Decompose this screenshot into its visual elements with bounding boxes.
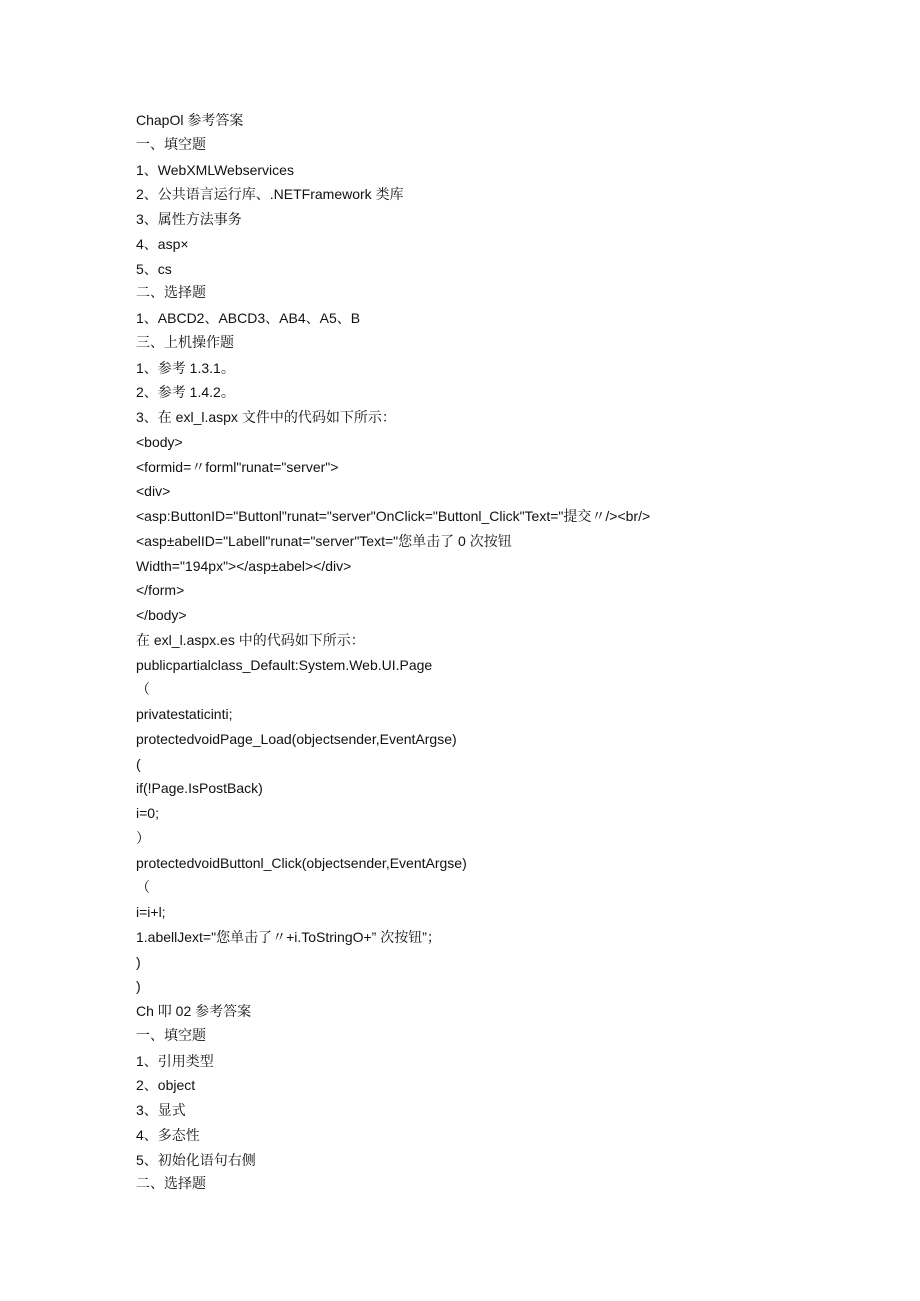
text-line: 2、object: [136, 1077, 196, 1094]
section-heading: 三、上机操作题: [136, 334, 234, 351]
section-heading: 二、选择题: [136, 285, 206, 302]
code-line: privatestaticinti;: [136, 706, 233, 722]
code-line: ）: [136, 829, 150, 846]
code-line: （: [136, 681, 150, 698]
code-line: （: [136, 879, 150, 896]
code-line: <asp:ButtonID="Buttonl"runat="server"OnClick="Buttonl_Click"Text="提交〃/><br/>: [136, 508, 651, 524]
document-body: [136, 108, 836, 1197]
code-line: ): [136, 953, 141, 970]
code-line: <body>: [136, 433, 183, 450]
code-line: Width="194px"></asp±abel></div>: [136, 557, 352, 574]
code-line: publicpartialclass_Default:System.Web.UI.Page: [136, 656, 433, 673]
text-line: 2、参考 1.4.2。: [136, 384, 235, 401]
code-line: 1.abellJext="您单击了〃+i.ToStringO+” 次按钮”；: [136, 928, 441, 945]
text-line: 5、初始化语句右侧: [136, 1151, 256, 1168]
text-line: 1、WebXMLWebservices: [136, 161, 294, 178]
code-line: ): [136, 978, 141, 995]
text-line: 1、引用类型: [136, 1052, 214, 1069]
section-heading: 一、填空题: [136, 1027, 206, 1044]
section-heading: 一、填空题: [136, 136, 206, 153]
code-line: </body>: [136, 607, 187, 623]
text-line: Ch 叩 02 参考答案: [136, 1003, 252, 1019]
code-line: i=i+l;: [136, 904, 166, 920]
text-line: 在 exl_l.aspx.es 中的代码如下所示：: [136, 631, 365, 648]
code-line: (: [136, 755, 141, 772]
text-line: ChapOl 参考答案: [136, 112, 244, 128]
code-line: <formid=〃forml"runat="server">: [136, 458, 339, 475]
text-line: 5、cs: [136, 260, 172, 277]
code-line: <asp±abelID="Labell"runat="server"Text="您单击了 0 次按钮: [136, 532, 512, 549]
code-line: if(!Page.IsPostBack): [136, 780, 263, 797]
text-line: 4、asp×: [136, 235, 189, 252]
text-line: 1、ABCD2、ABCD3、AB4、A5、B: [136, 310, 361, 326]
text-line: 4、多态性: [136, 1126, 200, 1143]
text-line: 3、属性方法事务: [136, 211, 242, 227]
section-heading: 二、选择题: [136, 1176, 206, 1193]
code-line: <div>: [136, 483, 171, 500]
text-line: 3、显式: [136, 1102, 186, 1118]
text-line: 1、参考 1.3.1。: [136, 359, 235, 376]
code-line: protectedvoidPage_Load(objectsender,EventArgse): [136, 730, 457, 747]
code-line: i=0;: [136, 805, 159, 821]
code-line: protectedvoidButtonl_Click(objectsender,EventArgse): [136, 854, 467, 871]
text-line: 2、公共语言运行库、.NETFramework 类库: [136, 186, 404, 203]
text-line: 3、在 exl_l.aspx 文件中的代码如下所示：: [136, 409, 396, 425]
code-line: </form>: [136, 582, 185, 599]
